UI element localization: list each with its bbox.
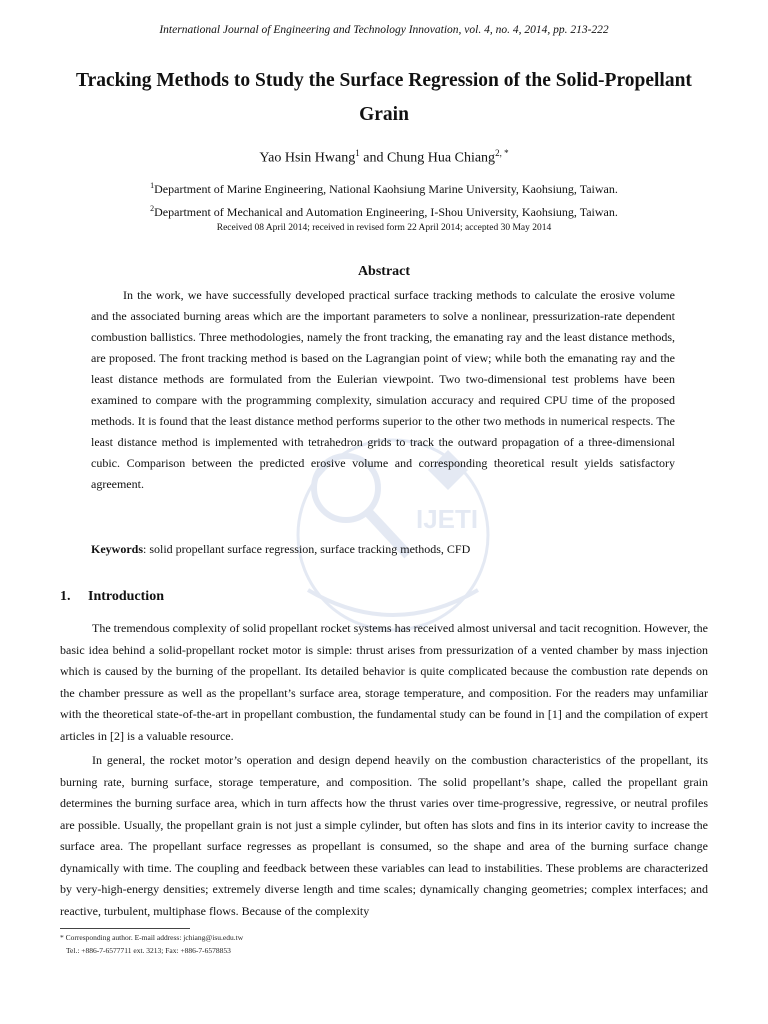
intro-paragraph-2: In general, the rocket motor’s operation and design depend heavily on the combustion characteristics of the propellant, its burning rate, burning surface, storage temperature, and composition. The solid propellant’s shape, called the propellant grain determines the burning surface area, which in turn affects how the thrust varies over time-progressive, regressive, or neutral profiles are possible. Usually, the propellant grain is not just a simple cylinder, but often has slots and fins in its interior cavity to increase the surface area. The propellant surface regresses as propellant is consumed, so the shape and area of the burning surface change dynamically with time. The coupling and feedback between these variables can lead to instabilities. These problems are characterized by very-high-energy densities; extremely diverse length and time scales; dynamically changing geometries; complex interfaces; and reactive, turbulent, multiphase flows. Because of the complexity [60,753,708,918]
affiliation-1-text: Department of Marine Engineering, National Kaohsiung Marine University, Kaohsiung, Taiwan. [154,182,618,196]
section-title: Introduction [88,589,164,604]
keywords [91,542,675,557]
abstract-heading: Abstract [357,264,411,279]
keywords-label: Keywords [91,542,143,556]
affiliation-2-sup: 2 [150,204,155,213]
footnote-divider [60,928,190,929]
author-2-sup: 2, * [495,148,509,158]
author-conjunction: and [359,150,387,166]
author-line [0,148,768,167]
footnote-corresponding-author: * Corresponding author. E-mail address: jchiang@isu.edu.tw [60,933,244,942]
intro-paragraph-1: The tremendous complexity of solid propellant rocket systems has received almost universal and tacit recognition. However, the basic idea behind a solid-propellant rocket motor is simple: thrust arises from pressurization of a vented chamber by mass injection which is caused by the burning of the propellant. Its detailed behavior is quite complicated because the combustion rate depends on the chamber pressure as well as the propellant’s surface area, storage temperature, and composition. For the readers may unfamiliar with the theoretical state-of-the-art in propellant combustion, the fundamental study can be found in [1] and the compilation of expert articles in [2] is a valuable resource. [60,621,709,743]
section-number: 1. [60,589,71,604]
affiliation-2-text: Department of Mechanical and Automation Engineering, I-Shou University, Kaohsiung, Taiwan. [154,205,618,219]
journal-header: International Journal of Engineering and Technology Innovation, vol. 4, no. 4, 2014, pp. 213-222 [159,24,609,36]
section-heading-introduction [60,589,164,605]
keywords-text: : solid propellant surface regression, surface tracking methods, CFD [143,542,471,556]
received-dates: Received 08 April 2014; received in revised form 22 April 2014; accepted 30 May 2014 [216,223,552,233]
author-2: Chung Hua Chiang [386,150,496,166]
paper-title: Tracking Methods to Study the Surface Regression of the Solid-Propellant Grain [76,70,692,125]
footnote-contact: Tel.: +886-7-6577711 ext. 3213; Fax: +886-7-6578853 [66,946,231,955]
abstract-text: In the work, we have successfully developed practical surface tracking methods to calculate the erosive volume and the associated burning areas which are the important parameters to solve a nonlinear, pressurization-rate dependent combustion ballistics. Three methodologies, namely the front tracking, the emanating ray and the least distance methods, are proposed. The front tracking method is based on the Lagrangian point of view; while both the emanating ray and the least distance methods are formulated from the Eulerian viewpoint. Two two-dimensional test problems have been examined to compare with the programming complexity, simulation accuracy and required CPU time of the proposed methods. It is found that the least distance method performs superior to the other two methods in numerical respects. The least distance method is implemented with tetrahedron grids to track the outward propagation of a three-dimensional cubic. Comparison between the predicted erosive volume and corresponding theoretical result yields satisfactory agreement. [91,288,675,491]
watermark-label: IJETI [416,504,479,534]
author-1-sup: 1 [355,148,360,158]
affiliation-1-sup: 1 [150,181,155,190]
affiliation-1 [0,181,768,197]
affiliation-2 [0,204,768,220]
author-1: Yao Hsin Hwang [259,150,356,166]
